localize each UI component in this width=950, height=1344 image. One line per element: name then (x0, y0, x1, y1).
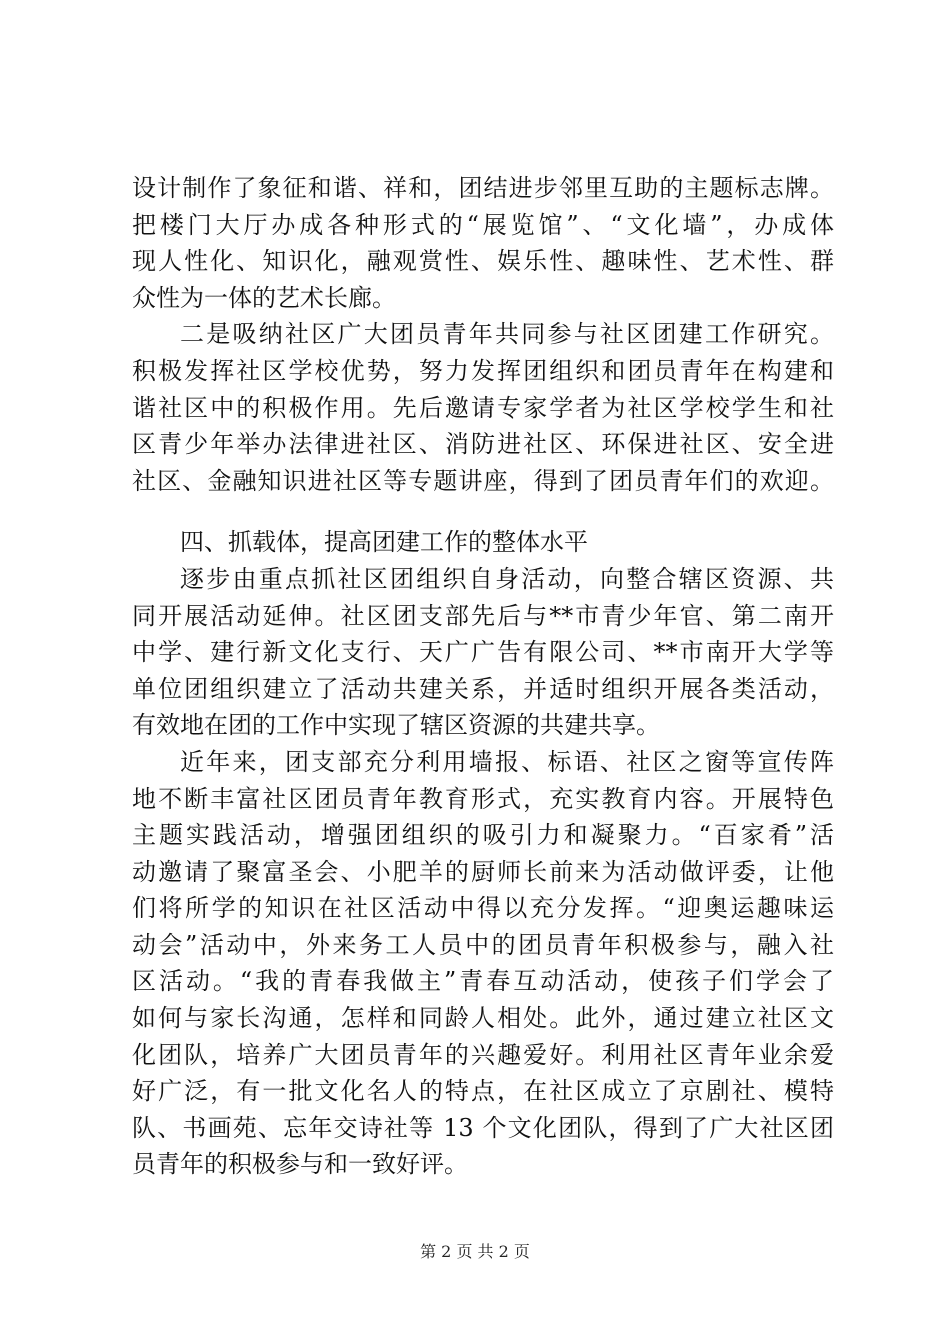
paragraph-line: 众性为一体的艺术长廊。 (132, 283, 396, 312)
paragraph-line: 把楼门大厅办成各种形式的“展览馆”、“文化墙”，办成体 (132, 210, 834, 239)
paragraph-line: 中学、建行新文化支行、天广广告有限公司、**市南开大学等 (132, 638, 834, 667)
paragraph-line: 单位团组织建立了活动共建关系，并适时组织开展各类活动， (132, 674, 834, 703)
paragraph-line: 谐社区中的积极作用。先后邀请专家学者为社区学校学生和社 (132, 393, 834, 422)
paragraph-line: 积极发挥社区学校优势，努力发挥团组织和团员青年在构建和 (132, 356, 834, 385)
paragraph-line: 二是吸纳社区广大团员青年共同参与社区团建工作研究。 (180, 320, 834, 349)
paragraph-4 (132, 744, 834, 1183)
paragraph-line: 如何与家长沟通，怎样和同龄人相处。此外，通过建立社区文 (132, 1004, 834, 1033)
paragraph-line: 动邀请了聚富圣会、小肥羊的厨师长前来为活动做评委，让他 (132, 857, 834, 886)
section-heading: 四、抓载体，提高团建工作的整体水平 (180, 528, 588, 557)
paragraph-line: 化团队，培养广大团员青年的兴趣爱好。利用社区青年业余爱 (132, 1040, 834, 1069)
paragraph-line: 区活动。“我的青春我做主”青春互动活动，使孩子们学会了 (132, 967, 834, 996)
paragraph-line: 设计制作了象征和谐、祥和，团结进步邻里互助的主题标志牌。 (132, 174, 834, 202)
paragraph-line: 们将所学的知识在社区活动中得以充分发挥。“迎奥运趣味运 (132, 894, 834, 923)
paragraph-line: 有效地在团的工作中实现了辖区资源的共建共享。 (132, 711, 660, 740)
paragraph-line: 逐步由重点抓社区团组织自身活动，向整合辖区资源、共 (180, 564, 834, 593)
paragraph-line: 好广泛，有一批文化名人的特点，在社区成立了京剧社、模特 (132, 1077, 834, 1106)
paragraph-line: 近年来，团支部充分利用墙报、标语、社区之窗等宣传阵 (180, 747, 834, 776)
paragraph-line: 现人性化、知识化，融观赏性、娱乐性、趣味性、艺术性、群 (132, 247, 834, 276)
document-body (132, 170, 834, 1183)
paragraph-2 (132, 316, 834, 499)
page-number-footer: 第 2 页 共 2 页 (420, 1242, 530, 1261)
paragraph-line: 主题实践活动，增强团组织的吸引力和凝聚力。“百家肴”活 (132, 821, 834, 850)
section-spacer (132, 499, 834, 524)
paragraph-3 (132, 561, 834, 744)
paragraph-line: 社区、金融知识进社区等专题讲座，得到了团员青年们的欢迎。 (132, 466, 834, 495)
paragraph-line: 队、书画苑、忘年交诗社等 13 个文化团队，得到了广大社区团 (132, 1113, 834, 1142)
paragraph-line: 地不断丰富社区团员青年教育形式，充实教育内容。开展特色 (132, 784, 834, 813)
paragraph-line: 区青少年举办法律进社区、消防进社区、环保进社区、安全进 (132, 430, 834, 459)
paragraph-1 (132, 170, 834, 316)
paragraph-line: 动会”活动中，外来务工人员中的团员青年积极参与，融入社 (132, 930, 834, 959)
paragraph-line: 员青年的积极参与和一致好评。 (132, 1150, 468, 1179)
paragraph-line: 同开展活动延伸。社区团支部先后与**市青少年官、第二南开 (132, 601, 834, 630)
